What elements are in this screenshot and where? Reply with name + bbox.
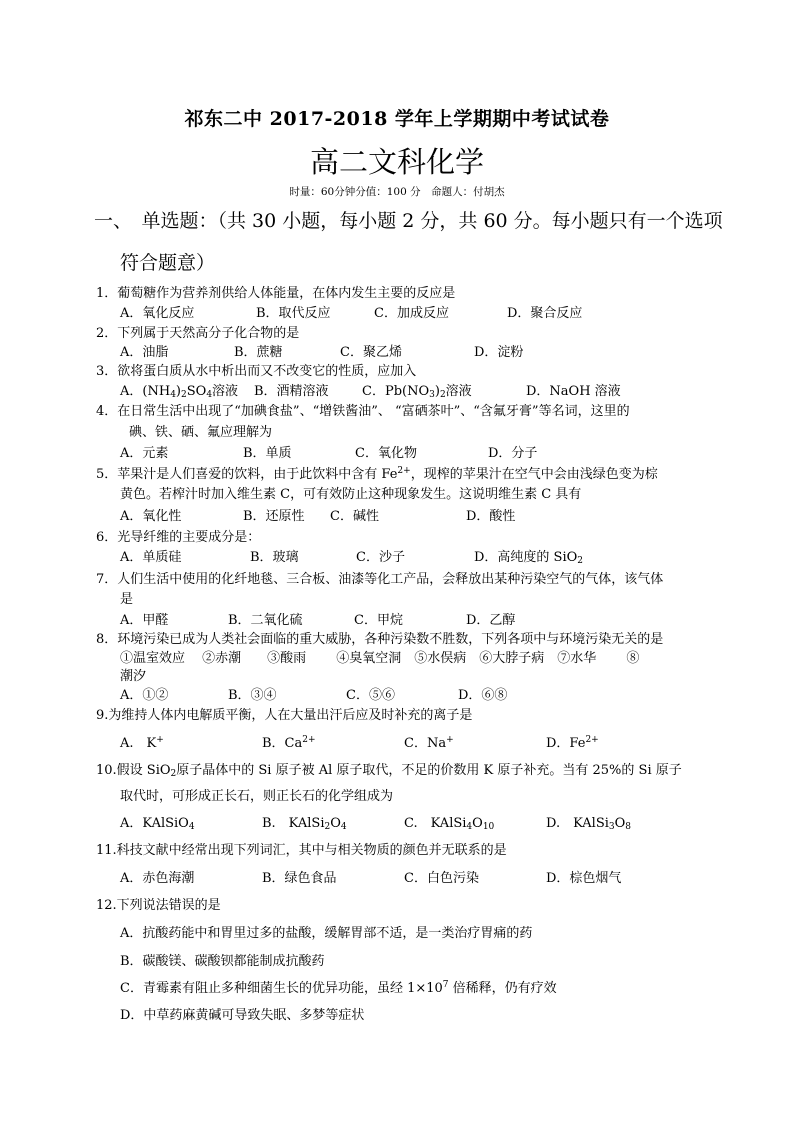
q1-option-b: B．取代反应 [256, 306, 331, 321]
q10-stem: 10.假设 SiO$_2$原子晶体中的 Si 原子被 Al 原子取代，不足的价数用 K 原子补充。当有 25%的 Si 原子 [96, 763, 682, 779]
q9-stem: 9.为维持人体内电解质平衡，人在大量出汗后应及时补充的离子是 [96, 708, 473, 723]
q10-option-d: D. $KAlSi_3O_8$ [546, 816, 632, 832]
q5-stem-cont: 黄色。若榨汁时加入维生素 C，可有效防止这种现象发生。这说明维生素 C 具有 [120, 487, 582, 502]
section-heading-cont: 符合题意） [120, 252, 216, 274]
q1-option-a: A．氧化反应 [120, 306, 195, 321]
q10-option-b: B. $KAlSi_2O_4$ [262, 816, 347, 832]
q4-option-b: B．单质 [243, 446, 292, 461]
q12-option-c: C．青霉素有阻止多种细菌生长的优异功能，虽经 $1\times 10^7$ 倍稀释，仍有疗效 [120, 980, 557, 996]
q10-option-a: A．KAlSiO$_4$ [120, 816, 195, 832]
q4-stem: 4．在日常生活中出现了“加碘食盐”、“增铁酱油”、 “富硒茶叶”、“含氟牙膏”等名词，这里的 [96, 404, 630, 419]
q2-option-c: C．聚乙烯 [340, 345, 402, 360]
exam-title: 祁东二中 2017-2018 学年上学期期中考试试卷 [184, 108, 610, 130]
q11-option-a: A．赤色海潮 [120, 871, 195, 886]
q5-option-c: C．碱性 [330, 509, 379, 524]
q7-stem-cont: 是 [120, 592, 134, 607]
q3-option-d: D．NaOH 溶液 [526, 384, 621, 399]
q8-stem-cont: ①温室效应 ②赤潮 ③酸雨 ④臭氧空洞 ⑤水俣病 ⑥大脖子病 ⑦水华 ⑧ [120, 651, 640, 666]
q12-option-b: B．碳酸镁、碳酸钡都能制成抗酸药 [120, 954, 325, 969]
section-heading: 一、 单选题：（共 30 小题，每小题 2 分，共 60 分。每小题只有一个选项 [94, 210, 723, 232]
q7-option-d: D．乙醇 [466, 613, 516, 628]
q1-stem: 1．葡萄糖作为营养剂供给人体能量，在体内发生主要的反应是 [96, 286, 456, 301]
q5-stem: 5．苹果汁是人们喜爱的饮料，由于此饮料中含有 $Fe^{2+}$，现榨的苹果汁在空气中会由浅绿色变为棕 [96, 466, 658, 482]
q9-option-b: B．$Ca^{2+}$ [262, 735, 316, 751]
q3-stem: 3．欲将蛋白质从水中析出而又不改变它的性质，应加入 [96, 364, 417, 379]
q9-option-c: C．Na+ [404, 735, 454, 751]
q7-option-a: A．甲醛 [120, 613, 169, 628]
q11-stem: 11.科技文献中经常出现下列词汇，其中与相关物质的颜色并无联系的是 [96, 843, 507, 858]
q10-option-c: C. $KAlSi_4O_{10}$ [404, 816, 495, 832]
q11-option-c: C．白色污染 [404, 871, 479, 886]
q8-stem-cont2: 潮汐 [120, 669, 147, 684]
q3-option-b: B．酒精溶液 [254, 384, 329, 399]
q5-option-b: B．还原性 [243, 509, 305, 524]
q11-option-d: D．棕色烟气 [546, 871, 622, 886]
q7-option-b: B．二氧化硫 [228, 613, 303, 628]
q5-option-a: A．氧化性 [120, 509, 182, 524]
q8-option-b: B．③④ [228, 688, 277, 703]
q2-stem: 2．下列属于天然高分子化合物的是 [96, 326, 300, 341]
q5-option-d: D．酸性 [466, 509, 516, 524]
q9-option-a: A. K+ [120, 735, 164, 751]
q6-stem: 6．光导纤维的主要成分是： [96, 530, 261, 545]
q4-option-c: C．氧化物 [355, 446, 417, 461]
q2-option-b: B．蔗糖 [234, 345, 283, 360]
q9-option-d: D．$Fe^{2+}$ [546, 735, 599, 751]
q2-option-d: D．淀粉 [474, 345, 524, 360]
q8-option-a: A．①② [120, 688, 169, 703]
q7-option-c: C．甲烷 [354, 613, 403, 628]
q6-option-c: C．沙子 [356, 550, 405, 565]
q10-stem-cont: 取代时，可形成正长石，则正长石的化学组成为 [120, 789, 394, 804]
q4-stem-cont: 碘、铁、硒、氟应理解为 [129, 425, 273, 440]
q2-option-a: A．油脂 [120, 345, 169, 360]
q7-stem: 7．人们生活中使用的化纤地毯、三合板、油漆等化工产品，会释放出某种污染空气的气体，该气体 [96, 572, 664, 587]
q6-option-b: B．玻璃 [250, 550, 299, 565]
q8-stem: 8．环境污染已成为人类社会面临的重大威胁，各种污染数不胜数，下列各项中与环境污染无关的是 [96, 632, 664, 647]
q1-option-d: D．聚合反应 [507, 306, 583, 321]
q6-option-d: D．高纯度的 SiO$_2$ [474, 550, 584, 566]
q12-stem: 12.下列说法错误的是 [96, 898, 221, 913]
q3-option-c: C．$Pb(NO_3)_2$溶液 [362, 384, 472, 400]
q4-option-d: D．分子 [488, 446, 538, 461]
q12-option-a: A．抗酸药能中和胃里过多的盐酸，缓解胃部不适，是一类治疗胃痛的药 [120, 926, 533, 941]
q8-option-d: D．⑥⑧ [458, 688, 508, 703]
exam-subject-title: 高二文科化学 [309, 145, 484, 179]
q4-option-a: A．元素 [120, 446, 169, 461]
q11-option-b: B．绿色食品 [262, 871, 337, 886]
q12-option-d: D．中草药麻黄碱可导致失眠、多梦等症状 [120, 1008, 365, 1023]
q3-option-a: A．$(NH_4)_2SO_4$溶液 [120, 384, 239, 400]
q1-option-c: C．加成反应 [374, 306, 449, 321]
exam-meta: 时量：60分钟分值：100 分 命题人：付胡杰 [289, 186, 505, 198]
q8-option-c: C．⑤⑥ [346, 688, 395, 703]
q6-option-a: A．单质硅 [120, 550, 182, 565]
